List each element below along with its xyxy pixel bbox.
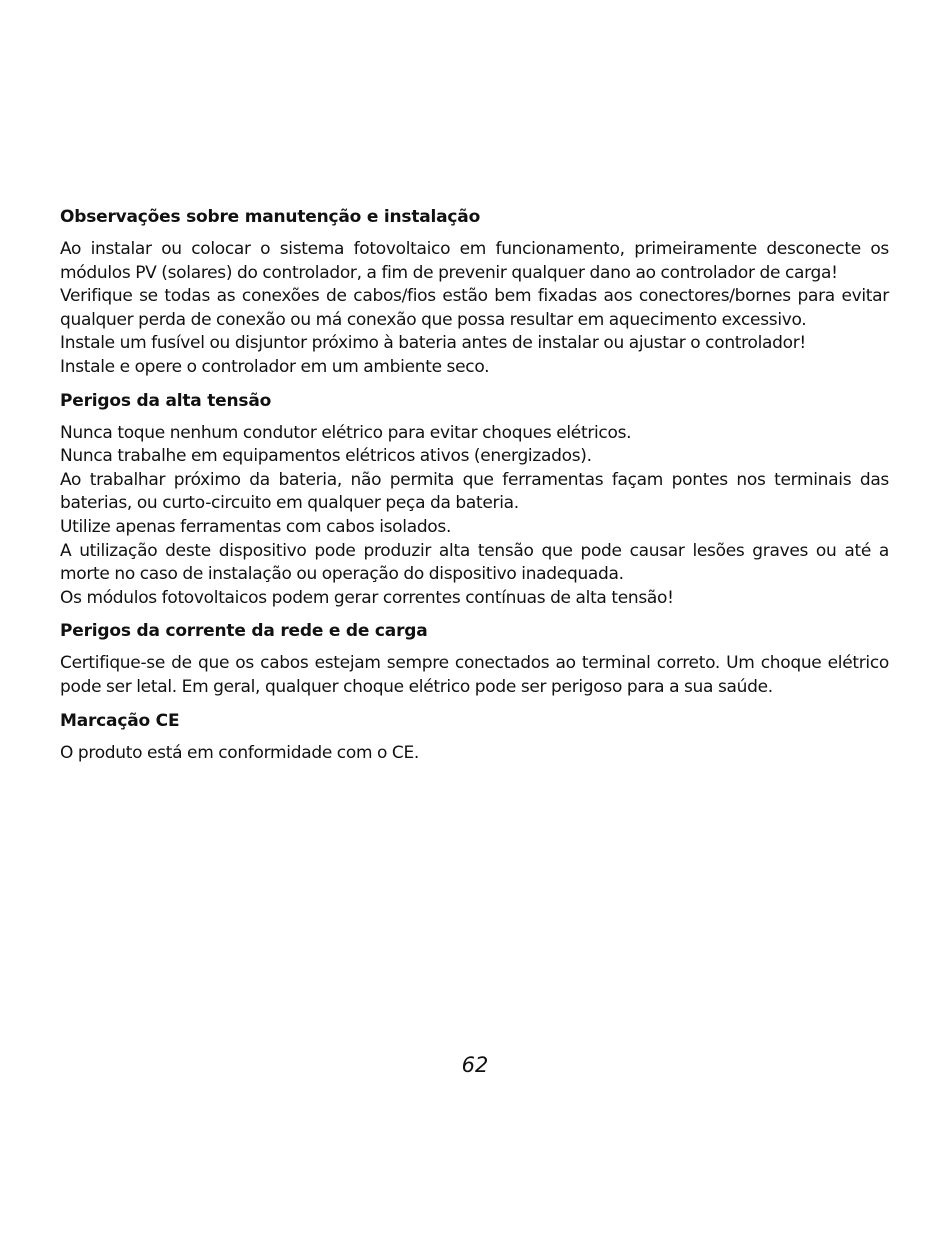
paragraph: Utilize apenas ferramentas com cabos isolados. [60, 516, 452, 537]
section-heading: Observações sobre manutenção e instalação [60, 207, 481, 227]
section-high-voltage [60, 389, 889, 611]
section-ce-marking [60, 709, 889, 766]
paragraph: Instale e opere o controlador em um ambiente seco. [60, 356, 490, 377]
paragraph: Nunca trabalhe em equipamentos elétricos ativos (energizados). [60, 446, 592, 467]
paragraph: Verifique se todas as conexões de cabos/fios estão bem fixadas aos conectores/bornes para evitar qualquer perda de conexão ou má conexão que possa resultar em aquecimento excessivo. [60, 286, 889, 330]
paragraph: Nunca toque nenhum condutor elétrico para evitar choques elétricos. [60, 422, 632, 443]
section-mains-current [60, 619, 889, 699]
paragraph: A utilização deste dispositivo pode produzir alta tensão que pode causar lesões graves ou até a morte no caso de instalação ou operação do dispositivo inadequada. [60, 540, 889, 585]
paragraph: Instale um fusível ou disjuntor próximo à bateria antes de instalar ou ajustar o controlador! [60, 333, 806, 354]
section-maintenance-installation [60, 205, 889, 380]
paragraph: Os módulos fotovoltaicos podem gerar correntes contínuas de alta tensão! [60, 587, 674, 608]
section-heading: Perigos da alta tensão [60, 390, 272, 411]
paragraph: Ao trabalhar próximo da bateria, não permita que ferramentas façam pontes nos terminais das baterias, ou curto-circuito em qualquer peça da bateria. [60, 469, 889, 514]
paragraph: O produto está em conformidade com o CE. [60, 742, 420, 763]
paragraph: Certifique-se de que os cabos estejam sempre conectados ao terminal correto. Um choque elétrico pode ser letal. Em geral, qualquer choque elétrico pode ser perigoso para a sua saúde. [60, 653, 889, 697]
section-heading: Perigos da corrente da rede e de carga [60, 621, 428, 642]
section-heading: Marcação CE [60, 710, 180, 731]
paragraph: Ao instalar ou colocar o sistema fotovoltaico em funcionamento, primeiramente desconecte os módulos PV (solares) do controlador, a fim de prevenir qualquer dano ao controlador de carga! [60, 239, 889, 283]
page-number: 62 [461, 1053, 489, 1077]
document-body [60, 205, 889, 774]
